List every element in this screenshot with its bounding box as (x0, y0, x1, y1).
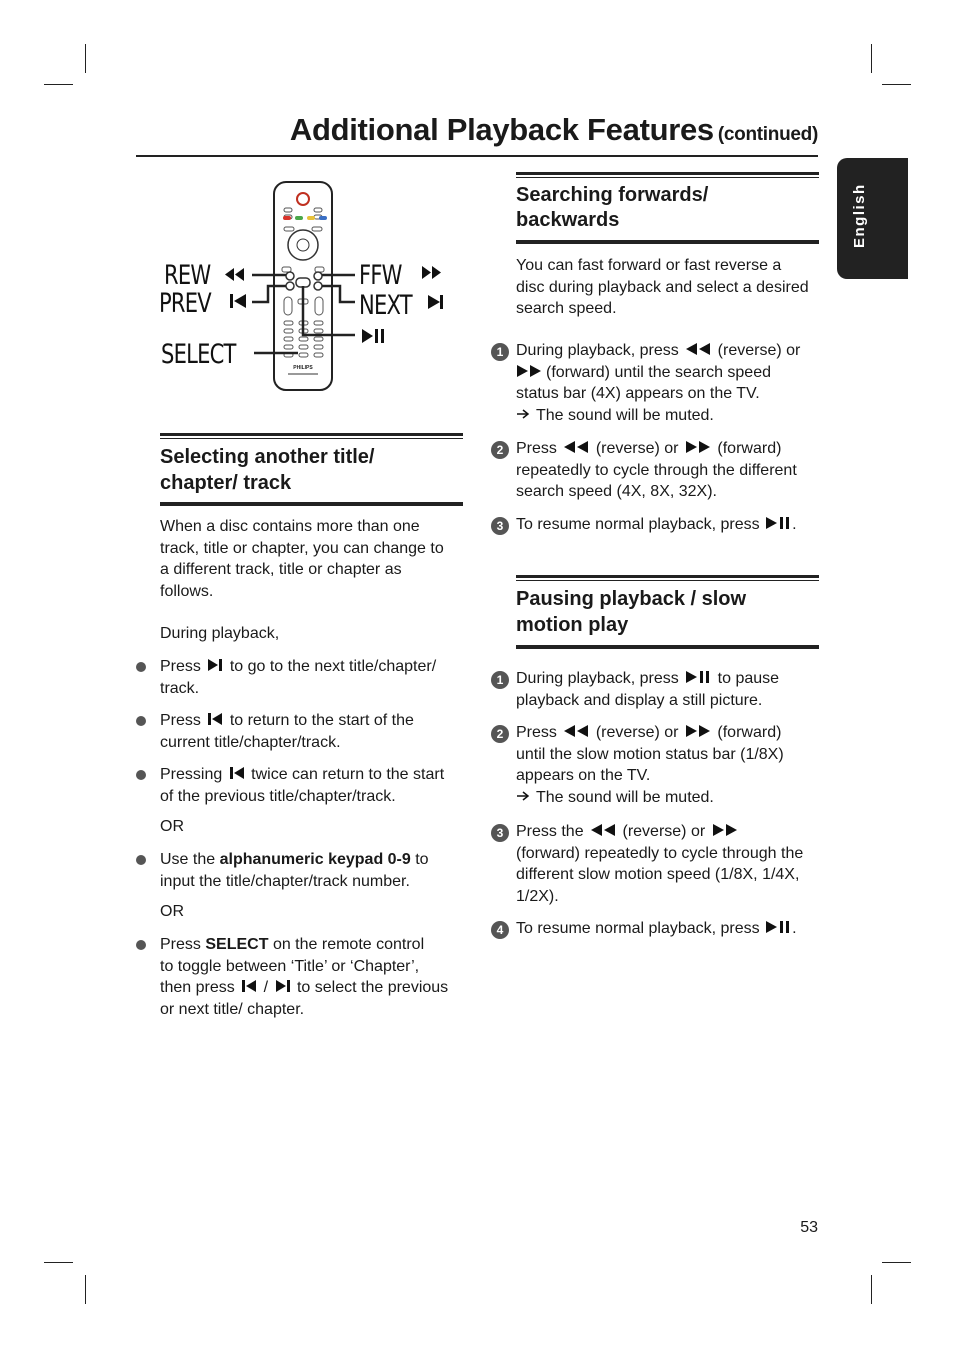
rewind-icon (563, 725, 589, 737)
crop-mark (871, 1275, 872, 1304)
crop-mark (85, 1275, 86, 1304)
play-pause-icon (765, 921, 791, 933)
rewind-icon (563, 441, 589, 453)
remote-brand: PHILIPS (293, 365, 313, 371)
bullet (136, 770, 146, 780)
fast-forward-icon (685, 441, 711, 453)
bullet (136, 855, 146, 865)
crop-mark (85, 44, 86, 73)
crop-mark (44, 84, 73, 85)
search-step-3: To resume normal playback, press . (516, 516, 797, 533)
section-rule (516, 645, 819, 649)
select-label: SELECT (161, 339, 236, 370)
search-intro: You can fast forward or fast reverse a disc during playback and select a desired search speed. (516, 257, 809, 317)
step-number-2: 2 (491, 441, 509, 459)
bullet-next: Press to go to the next title/chapter/ track. (160, 658, 437, 697)
play-pause-icon (765, 517, 791, 529)
pause-step-1: During playback, press to pause playback and display a still picture. (516, 670, 780, 709)
section-heading-select-title: Selecting another title/ chapter/ track (160, 446, 375, 494)
language-tab-label: English (851, 183, 868, 248)
pause-step-3: Press the (reverse) or (forward) repeatedly to cycle through the different slow motion speed (1/8X, 1/4X, 1/2X). (516, 823, 804, 905)
ffw-label: FFW (359, 260, 402, 291)
rewind-icon (590, 824, 616, 836)
step-number-3: 3 (491, 517, 509, 535)
crop-mark (882, 84, 911, 85)
bullet-prev-twice: Pressing twice can return to the start of the previous title/chapter/track. (160, 766, 445, 805)
section-rule (160, 433, 463, 439)
fast-forward-icon (516, 365, 542, 377)
step-number-2: 2 (491, 725, 509, 743)
next-icon (275, 980, 291, 992)
pause-step-4: To resume normal playback, press . (516, 920, 797, 937)
step-number-1: 1 (491, 343, 509, 361)
arrow-right-icon (516, 790, 530, 802)
bullet-keypad: Use the alphanumeric keypad 0-9 to input the title/chapter/track number. (160, 851, 429, 890)
language-tab (837, 158, 908, 279)
or-text: OR (160, 818, 184, 835)
during-playback-text: During playback, (160, 625, 280, 642)
page-title: Additional Playback Features (continued) (289, 112, 818, 147)
play-pause-icon (685, 671, 711, 683)
section-rule (516, 240, 819, 244)
search-step-2: Press (reverse) or (forward) repeatedly to cycle through the different search speed (4X, 8X, 32X). (516, 440, 797, 500)
bullet (136, 716, 146, 726)
bullet (136, 662, 146, 672)
section-rule (160, 502, 463, 506)
select-title-intro: When a disc contains more than one track, title or chapter, you can change to a different track, title or chapter as follows. (160, 518, 444, 600)
search-step-1: During playback, press (reverse) or (forward) until the search speed status bar (4X) appears on the TV. The sound will be muted. (516, 342, 801, 424)
step-number-1: 1 (491, 671, 509, 689)
bullet-prev: Press to return to the start of the current title/chapter/track. (160, 712, 414, 751)
step-number-4: 4 (491, 921, 509, 939)
next-label: NEXT (359, 290, 412, 321)
rew-label: REW (164, 260, 211, 291)
page-number: 53 (800, 1219, 818, 1236)
prev-icon (207, 713, 223, 725)
fast-forward-icon (712, 824, 738, 836)
section-rule (516, 172, 819, 178)
fast-forward-icon (685, 725, 711, 737)
prev-icon (229, 767, 245, 779)
bullet-select: Press SELECT on the remote control to toggle between ‘Title’ or ‘Chapter’, then press / to select the previous or next title/ chapter. (160, 936, 449, 1018)
bullet (136, 940, 146, 950)
title-rule (136, 155, 818, 157)
arrow-right-icon (516, 408, 530, 420)
rewind-icon (685, 343, 711, 355)
pause-step-2: Press (reverse) or (forward) until the slow motion status bar (1/8X) appears on the TV. The sound will be muted. (516, 724, 784, 806)
step-number-3: 3 (491, 824, 509, 842)
section-heading-search: Searching forwards/ backwards (516, 184, 709, 231)
section-heading-pause: Pausing playback / slow motion play (516, 588, 747, 636)
or-text: OR (160, 903, 184, 920)
crop-mark (871, 44, 872, 73)
next-icon (207, 659, 223, 671)
crop-mark (44, 1262, 73, 1263)
crop-mark (882, 1262, 911, 1263)
prev-label: PREV (159, 288, 211, 319)
section-rule (516, 575, 819, 581)
prev-icon (241, 980, 257, 992)
